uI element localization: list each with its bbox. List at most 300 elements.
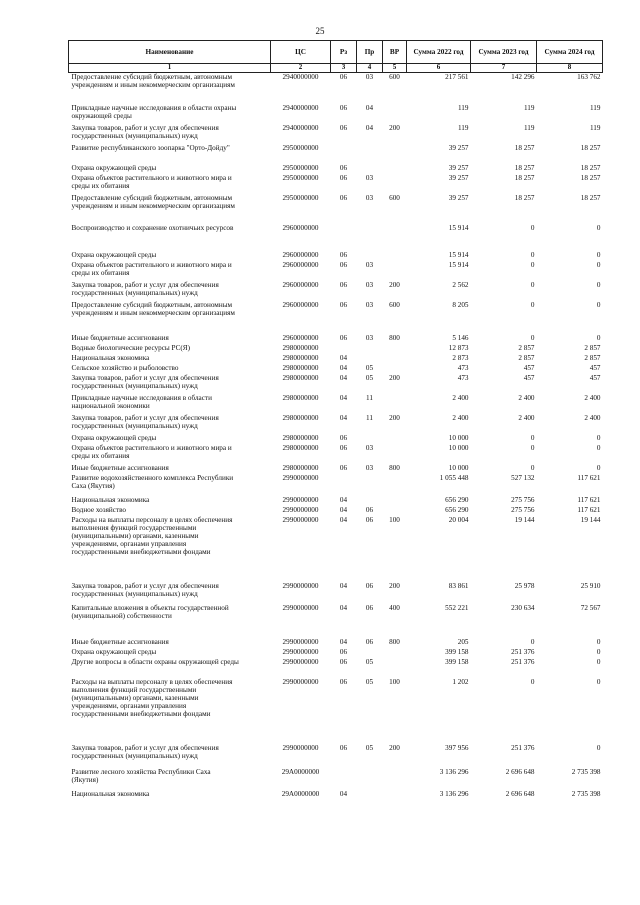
row-sum-2022: 2 400 — [452, 413, 469, 422]
table-row — [69, 516, 603, 582]
row-sum-2024: 163 762 — [577, 73, 601, 81]
row-pr: 03 — [365, 73, 374, 81]
row-vr: 100 — [389, 677, 400, 686]
row-rz — [331, 224, 357, 251]
row-vr — [383, 364, 407, 374]
row-cs: 2980000000 — [282, 353, 319, 362]
row-pr — [357, 344, 383, 354]
row-sum-2022: 3 136 296 — [439, 789, 469, 798]
row-rz: 06 — [339, 677, 348, 686]
row-pr: 04 — [365, 103, 374, 112]
row-rz — [331, 474, 357, 496]
row-sum-2022: 399 158 — [445, 647, 469, 656]
row-pr: 04 — [365, 123, 374, 132]
table-row — [69, 281, 603, 301]
row-rz: 06 — [339, 193, 348, 202]
row-rz: 04 — [339, 393, 348, 402]
row-sum-2023: 0 — [530, 463, 535, 472]
row-rz: 06 — [339, 250, 348, 259]
row-pr: 03 — [365, 193, 374, 202]
row-name: Прикладные научные исследования в области охраны окружающей среды — [71, 103, 237, 120]
row-rz: 06 — [339, 463, 348, 472]
row-sum-2022: 2 400 — [452, 393, 469, 402]
table-row — [69, 474, 603, 496]
row-sum-2024: 457 — [589, 363, 601, 372]
row-cs: 2990000000 — [282, 603, 319, 612]
table-row — [69, 464, 603, 474]
row-vr — [383, 164, 407, 174]
row-rz: 04 — [339, 603, 348, 612]
row-name: Национальная экономика — [71, 353, 150, 362]
header-sum-2024: Сумма 2024 год — [537, 41, 603, 64]
row-pr — [357, 768, 383, 790]
row-name: Охрана окружающей среды — [71, 250, 157, 259]
page-number: 25 — [315, 26, 325, 36]
header-cs: ЦС — [271, 41, 331, 64]
row-rz: 06 — [339, 103, 348, 112]
row-sum-2022: 119 — [457, 123, 469, 132]
row-name: Закупка товаров, работ и услуг для обеспечения государственных (муниципальных) нужд — [71, 373, 219, 390]
row-sum-2024: 0 — [596, 223, 601, 232]
row-sum-2023: 0 — [530, 677, 535, 686]
row-rz: 04 — [339, 505, 348, 514]
row-pr: 11 — [366, 413, 373, 422]
row-name: Иные бюджетные ассигнования — [71, 637, 169, 646]
row-vr — [383, 658, 407, 678]
row-pr: 03 — [365, 333, 374, 342]
row-rz: 04 — [339, 363, 348, 372]
row-name: Воспроизводство и сохранение охотничьих ресурсов — [71, 223, 234, 232]
table-row — [69, 768, 603, 790]
header-sum-2022: Сумма 2022 год — [407, 41, 471, 64]
row-pr — [357, 790, 383, 800]
column-number: 6 — [407, 64, 471, 73]
table-row — [69, 506, 603, 516]
row-sum-2024: 0 — [596, 300, 601, 309]
row-cs: 2940000000 — [282, 123, 319, 132]
row-pr: 05 — [365, 373, 374, 382]
row-pr — [357, 496, 383, 506]
row-sum-2022: 205 — [457, 637, 469, 646]
column-number: 2 — [271, 64, 331, 73]
row-rz: 06 — [339, 333, 348, 342]
row-sum-2024: 2 857 — [584, 353, 601, 362]
row-sum-2023: 275 756 — [511, 505, 535, 514]
row-pr — [357, 474, 383, 496]
row-pr: 06 — [365, 581, 374, 590]
row-cs: 2990000000 — [282, 473, 319, 482]
row-rz: 06 — [339, 657, 348, 666]
row-name: Охрана окружающей среды — [71, 647, 157, 656]
column-number: 5 — [383, 64, 407, 73]
row-sum-2022: 656 290 — [445, 495, 469, 504]
table-row — [69, 658, 603, 678]
row-cs: 29А0000000 — [281, 789, 320, 798]
row-pr — [357, 224, 383, 251]
row-name: Закупка товаров, работ и услуг для обеспечения государственных (муниципальных) нужд — [71, 413, 219, 430]
row-sum-2022: 39 257 — [448, 193, 469, 202]
row-sum-2023: 19 144 — [514, 515, 535, 524]
row-vr — [383, 768, 407, 790]
row-name: Расходы на выплаты персоналу в целях обеспечения выполнения функций государственными (муниципальными) органами, казенными учреждениями, органами управления государственными внебюджетными фондами — [71, 677, 233, 719]
header-rz: Рз — [331, 41, 357, 64]
row-vr: 100 — [389, 515, 400, 524]
row-sum-2023: 2 400 — [518, 413, 535, 422]
row-rz: 04 — [339, 515, 348, 524]
row-cs: 2950000000 — [282, 173, 319, 182]
row-sum-2023: 527 132 — [511, 473, 535, 482]
row-sum-2023: 251 376 — [511, 743, 535, 752]
row-vr — [383, 444, 407, 464]
row-sum-2022: 83 861 — [448, 581, 469, 590]
row-vr: 800 — [389, 637, 400, 646]
row-vr: 600 — [389, 300, 400, 309]
row-vr — [383, 506, 407, 516]
row-sum-2024: 457 — [589, 373, 601, 382]
row-sum-2022: 15 914 — [448, 223, 469, 232]
row-cs: 2960000000 — [282, 223, 319, 232]
row-sum-2023: 0 — [530, 443, 535, 452]
row-sum-2023: 119 — [523, 103, 535, 112]
row-cs: 2980000000 — [282, 363, 319, 372]
row-name: Закупка товаров, работ и услуг для обеспечения государственных (муниципальных) нужд — [71, 743, 219, 760]
row-sum-2023: 0 — [530, 333, 535, 342]
row-sum-2024: 0 — [596, 333, 601, 342]
row-sum-2023: 0 — [530, 637, 535, 646]
row-cs: 2940000000 — [282, 103, 319, 112]
row-rz: 04 — [339, 373, 348, 382]
column-number: 8 — [537, 64, 603, 73]
table-row — [69, 73, 603, 104]
table-row — [69, 334, 603, 344]
row-sum-2024: 0 — [596, 250, 601, 259]
row-vr: 200 — [389, 743, 400, 752]
row-sum-2023: 0 — [530, 250, 535, 259]
row-vr: 200 — [389, 123, 400, 132]
row-sum-2024: 18 257 — [580, 163, 601, 172]
row-name: Развитие водохозяйственного комплекса Республики Саха (Якутия) — [71, 473, 234, 490]
row-sum-2024: 0 — [596, 260, 601, 269]
row-name: Капитальные вложения в объекты государственной (муниципальной) собственности — [71, 603, 229, 620]
row-sum-2022: 10 000 — [448, 443, 469, 452]
row-vr — [383, 434, 407, 444]
row-cs: 2990000000 — [282, 505, 319, 514]
row-sum-2022: 1 202 — [452, 677, 469, 686]
row-sum-2022: 399 158 — [445, 657, 469, 666]
row-cs: 2950000000 — [282, 143, 319, 152]
row-cs: 2980000000 — [282, 413, 319, 422]
row-vr — [383, 344, 407, 354]
row-rz: 06 — [339, 73, 348, 81]
row-name: Водное хозяйство — [71, 505, 127, 514]
row-name: Закупка товаров, работ и услуг для обеспечения государственных (муниципальных) нужд — [71, 123, 219, 140]
table-body — [69, 73, 603, 800]
row-cs: 2990000000 — [282, 581, 319, 590]
row-pr: 03 — [365, 463, 374, 472]
column-number: 3 — [331, 64, 357, 73]
row-pr: 03 — [365, 260, 374, 269]
row-sum-2024: 2 400 — [584, 413, 601, 422]
table-row — [69, 144, 603, 164]
row-cs: 2960000000 — [282, 260, 319, 269]
row-sum-2022: 656 290 — [445, 505, 469, 514]
row-rz: 04 — [339, 413, 348, 422]
row-sum-2023: 2 857 — [518, 353, 535, 362]
row-pr: 03 — [365, 443, 374, 452]
header-sum-2023: Сумма 2023 год — [471, 41, 537, 64]
row-rz: 06 — [339, 173, 348, 182]
table-row — [69, 194, 603, 224]
row-name: Развитие республиканского зоопарка "Орто-Дойду" — [71, 143, 230, 152]
row-sum-2022: 473 — [457, 373, 469, 382]
row-sum-2022: 552 221 — [445, 603, 469, 612]
row-cs: 2990000000 — [282, 515, 319, 524]
row-pr: 05 — [365, 657, 374, 666]
row-vr — [383, 104, 407, 124]
row-sum-2022: 8 205 — [452, 300, 469, 309]
row-sum-2022: 397 956 — [445, 743, 469, 752]
row-sum-2023: 18 257 — [514, 163, 535, 172]
row-rz: 06 — [339, 443, 348, 452]
row-name: Предоставление субсидий бюджетным, автономным учреждениям и иным некоммерческим организациям — [71, 300, 235, 317]
row-cs: 2980000000 — [282, 433, 319, 442]
row-pr: 05 — [365, 743, 374, 752]
row-name: Национальная экономика — [71, 789, 150, 798]
row-rz: 06 — [339, 123, 348, 132]
table-row — [69, 604, 603, 638]
row-pr — [357, 164, 383, 174]
row-pr: 11 — [366, 393, 373, 402]
row-sum-2022: 20 004 — [448, 515, 469, 524]
row-sum-2022: 1 055 448 — [439, 473, 469, 482]
row-vr — [383, 648, 407, 658]
header-name: Наименование — [69, 41, 271, 64]
table-row — [69, 790, 603, 800]
table-row — [69, 434, 603, 444]
row-cs: 2960000000 — [282, 333, 319, 342]
row-name: Национальная экономика — [71, 495, 150, 504]
header-vr: ВР — [383, 41, 407, 64]
row-sum-2024: 0 — [596, 433, 601, 442]
row-sum-2024: 0 — [596, 463, 601, 472]
table-row — [69, 354, 603, 364]
row-rz: 06 — [339, 163, 348, 172]
row-rz: 04 — [339, 353, 348, 362]
row-sum-2024: 119 — [589, 123, 601, 132]
row-cs: 2950000000 — [282, 193, 319, 202]
row-cs: 2980000000 — [282, 373, 319, 382]
row-pr — [357, 434, 383, 444]
row-cs: 2980000000 — [282, 393, 319, 402]
row-sum-2022: 15 914 — [448, 260, 469, 269]
row-sum-2023: 230 634 — [511, 603, 535, 612]
row-sum-2022: 39 257 — [448, 173, 469, 182]
row-cs: 2990000000 — [282, 647, 319, 656]
row-sum-2023: 142 296 — [511, 73, 535, 81]
table-row — [69, 496, 603, 506]
row-name: Иные бюджетные ассигнования — [71, 333, 169, 342]
column-number: 1 — [69, 64, 271, 73]
row-rz: 06 — [339, 280, 348, 289]
header-pr: Пр — [357, 41, 383, 64]
row-sum-2023: 457 — [523, 363, 535, 372]
row-vr: 200 — [389, 280, 400, 289]
row-cs: 2990000000 — [282, 495, 319, 504]
budget-table — [68, 40, 603, 800]
row-pr — [357, 251, 383, 261]
table-row — [69, 744, 603, 768]
row-pr — [357, 144, 383, 164]
row-sum-2023: 25 978 — [514, 581, 535, 590]
row-name: Расходы на выплаты персоналу в целях обеспечения выполнения функций государственными (муниципальными) органами, казенными учреждениями, органами управления государственными внебюджетными фондами — [71, 515, 233, 557]
row-rz — [331, 144, 357, 164]
row-rz — [331, 768, 357, 790]
row-rz: 04 — [339, 637, 348, 646]
row-vr — [383, 261, 407, 281]
table-row — [69, 344, 603, 354]
row-rz: 06 — [339, 300, 348, 309]
row-vr: 200 — [389, 581, 400, 590]
row-sum-2024: 2 735 398 — [571, 767, 601, 776]
row-vr — [383, 496, 407, 506]
row-vr: 200 — [389, 373, 400, 382]
row-sum-2023: 251 376 — [511, 647, 535, 656]
row-sum-2024: 119 — [589, 103, 601, 112]
row-pr: 05 — [365, 363, 374, 372]
row-pr: 05 — [365, 677, 374, 686]
row-name: Охрана объектов растительного и животного мира и среды их обитания — [71, 260, 232, 277]
row-sum-2023: 0 — [530, 223, 535, 232]
row-sum-2024: 0 — [596, 743, 601, 752]
row-cs: 2950000000 — [282, 163, 319, 172]
row-sum-2022: 5 146 — [452, 333, 469, 342]
row-vr — [383, 474, 407, 496]
row-name: Предоставление субсидий бюджетным, автономным учреждениям и иным некоммерческим организациям — [71, 73, 235, 90]
row-vr — [383, 144, 407, 164]
row-sum-2024: 0 — [596, 647, 601, 656]
row-sum-2023: 2 696 648 — [505, 789, 535, 798]
row-sum-2024: 0 — [596, 657, 601, 666]
row-sum-2023: 2 400 — [518, 393, 535, 402]
row-sum-2022: 39 257 — [448, 163, 469, 172]
row-rz: 04 — [339, 495, 348, 504]
row-cs: 2960000000 — [282, 250, 319, 259]
table-row — [69, 251, 603, 261]
row-cs: 29А0000000 — [281, 767, 320, 776]
row-sum-2022: 119 — [457, 103, 469, 112]
row-rz: 06 — [339, 647, 348, 656]
row-rz: 06 — [339, 743, 348, 752]
row-sum-2024: 18 257 — [580, 193, 601, 202]
row-vr: 400 — [389, 603, 400, 612]
row-name: Другие вопросы в области охраны окружающей среды — [71, 657, 239, 666]
row-sum-2024: 117 621 — [577, 473, 601, 482]
row-name: Сельское хозяйство и рыболовство — [71, 363, 179, 372]
row-name: Закупка товаров, работ и услуг для обеспечения государственных (муниципальных) нужд — [71, 280, 219, 297]
row-sum-2024: 117 621 — [577, 495, 601, 504]
row-sum-2023: 2 696 648 — [505, 767, 535, 776]
table-row — [69, 364, 603, 374]
row-sum-2022: 473 — [457, 363, 469, 372]
row-cs: 2940000000 — [282, 73, 319, 81]
table-row — [69, 174, 603, 194]
row-sum-2023: 275 756 — [511, 495, 535, 504]
row-sum-2023: 0 — [530, 300, 535, 309]
row-sum-2023: 457 — [523, 373, 535, 382]
row-vr — [383, 224, 407, 251]
row-name: Охрана окружающей среды — [71, 163, 157, 172]
row-sum-2023: 18 257 — [514, 173, 535, 182]
row-sum-2022: 10 000 — [448, 433, 469, 442]
row-sum-2023: 119 — [523, 123, 535, 132]
row-sum-2024: 18 257 — [580, 173, 601, 182]
row-name: Иные бюджетные ассигнования — [71, 463, 169, 472]
row-vr: 600 — [389, 193, 400, 202]
row-sum-2024: 2 857 — [584, 343, 601, 352]
row-pr: 06 — [365, 515, 374, 524]
table-row — [69, 444, 603, 464]
row-cs: 2960000000 — [282, 300, 319, 309]
row-rz: 04 — [339, 581, 348, 590]
row-sum-2023: 2 857 — [518, 343, 535, 352]
row-sum-2024: 2 735 398 — [571, 789, 601, 798]
row-name: Закупка товаров, работ и услуг для обеспечения государственных (муниципальных) нужд — [71, 581, 219, 598]
row-cs: 2990000000 — [282, 677, 319, 686]
row-cs: 2990000000 — [282, 657, 319, 666]
row-cs: 2990000000 — [282, 743, 319, 752]
row-sum-2024: 0 — [596, 280, 601, 289]
table-row — [69, 261, 603, 281]
row-pr: 06 — [365, 505, 374, 514]
row-vr: 800 — [389, 463, 400, 472]
row-sum-2023: 0 — [530, 260, 535, 269]
row-vr — [383, 790, 407, 800]
row-pr — [357, 648, 383, 658]
row-sum-2024: 19 144 — [580, 515, 601, 524]
table-row — [69, 414, 603, 434]
row-sum-2023: 251 376 — [511, 657, 535, 666]
row-vr: 600 — [389, 73, 400, 81]
header-row — [69, 41, 603, 64]
row-sum-2022: 10 000 — [448, 463, 469, 472]
row-sum-2024: 0 — [596, 637, 601, 646]
row-name: Охрана окружающей среды — [71, 433, 157, 442]
row-sum-2024: 72 567 — [580, 603, 601, 612]
row-sum-2024: 0 — [596, 443, 601, 452]
table-row — [69, 582, 603, 604]
row-vr: 200 — [389, 413, 400, 422]
column-number-row — [69, 64, 603, 73]
row-cs: 2990000000 — [282, 637, 319, 646]
row-sum-2023: 18 257 — [514, 143, 535, 152]
column-number: 7 — [471, 64, 537, 73]
row-rz: 06 — [339, 260, 348, 269]
table-row — [69, 394, 603, 414]
row-vr — [383, 354, 407, 364]
row-rz: 04 — [339, 789, 348, 798]
row-sum-2024: 2 400 — [584, 393, 601, 402]
table-row — [69, 124, 603, 144]
row-name: Охрана объектов растительного и животного мира и среды их обитания — [71, 443, 232, 460]
row-sum-2022: 2 873 — [452, 353, 469, 362]
row-sum-2022: 39 257 — [448, 143, 469, 152]
row-vr — [383, 251, 407, 261]
row-cs: 2980000000 — [282, 443, 319, 452]
row-name: Водные биологические ресурсы РС(Я) — [71, 343, 190, 352]
table-row — [69, 678, 603, 744]
row-sum-2022: 217 561 — [445, 73, 469, 81]
row-sum-2022: 15 914 — [448, 250, 469, 259]
